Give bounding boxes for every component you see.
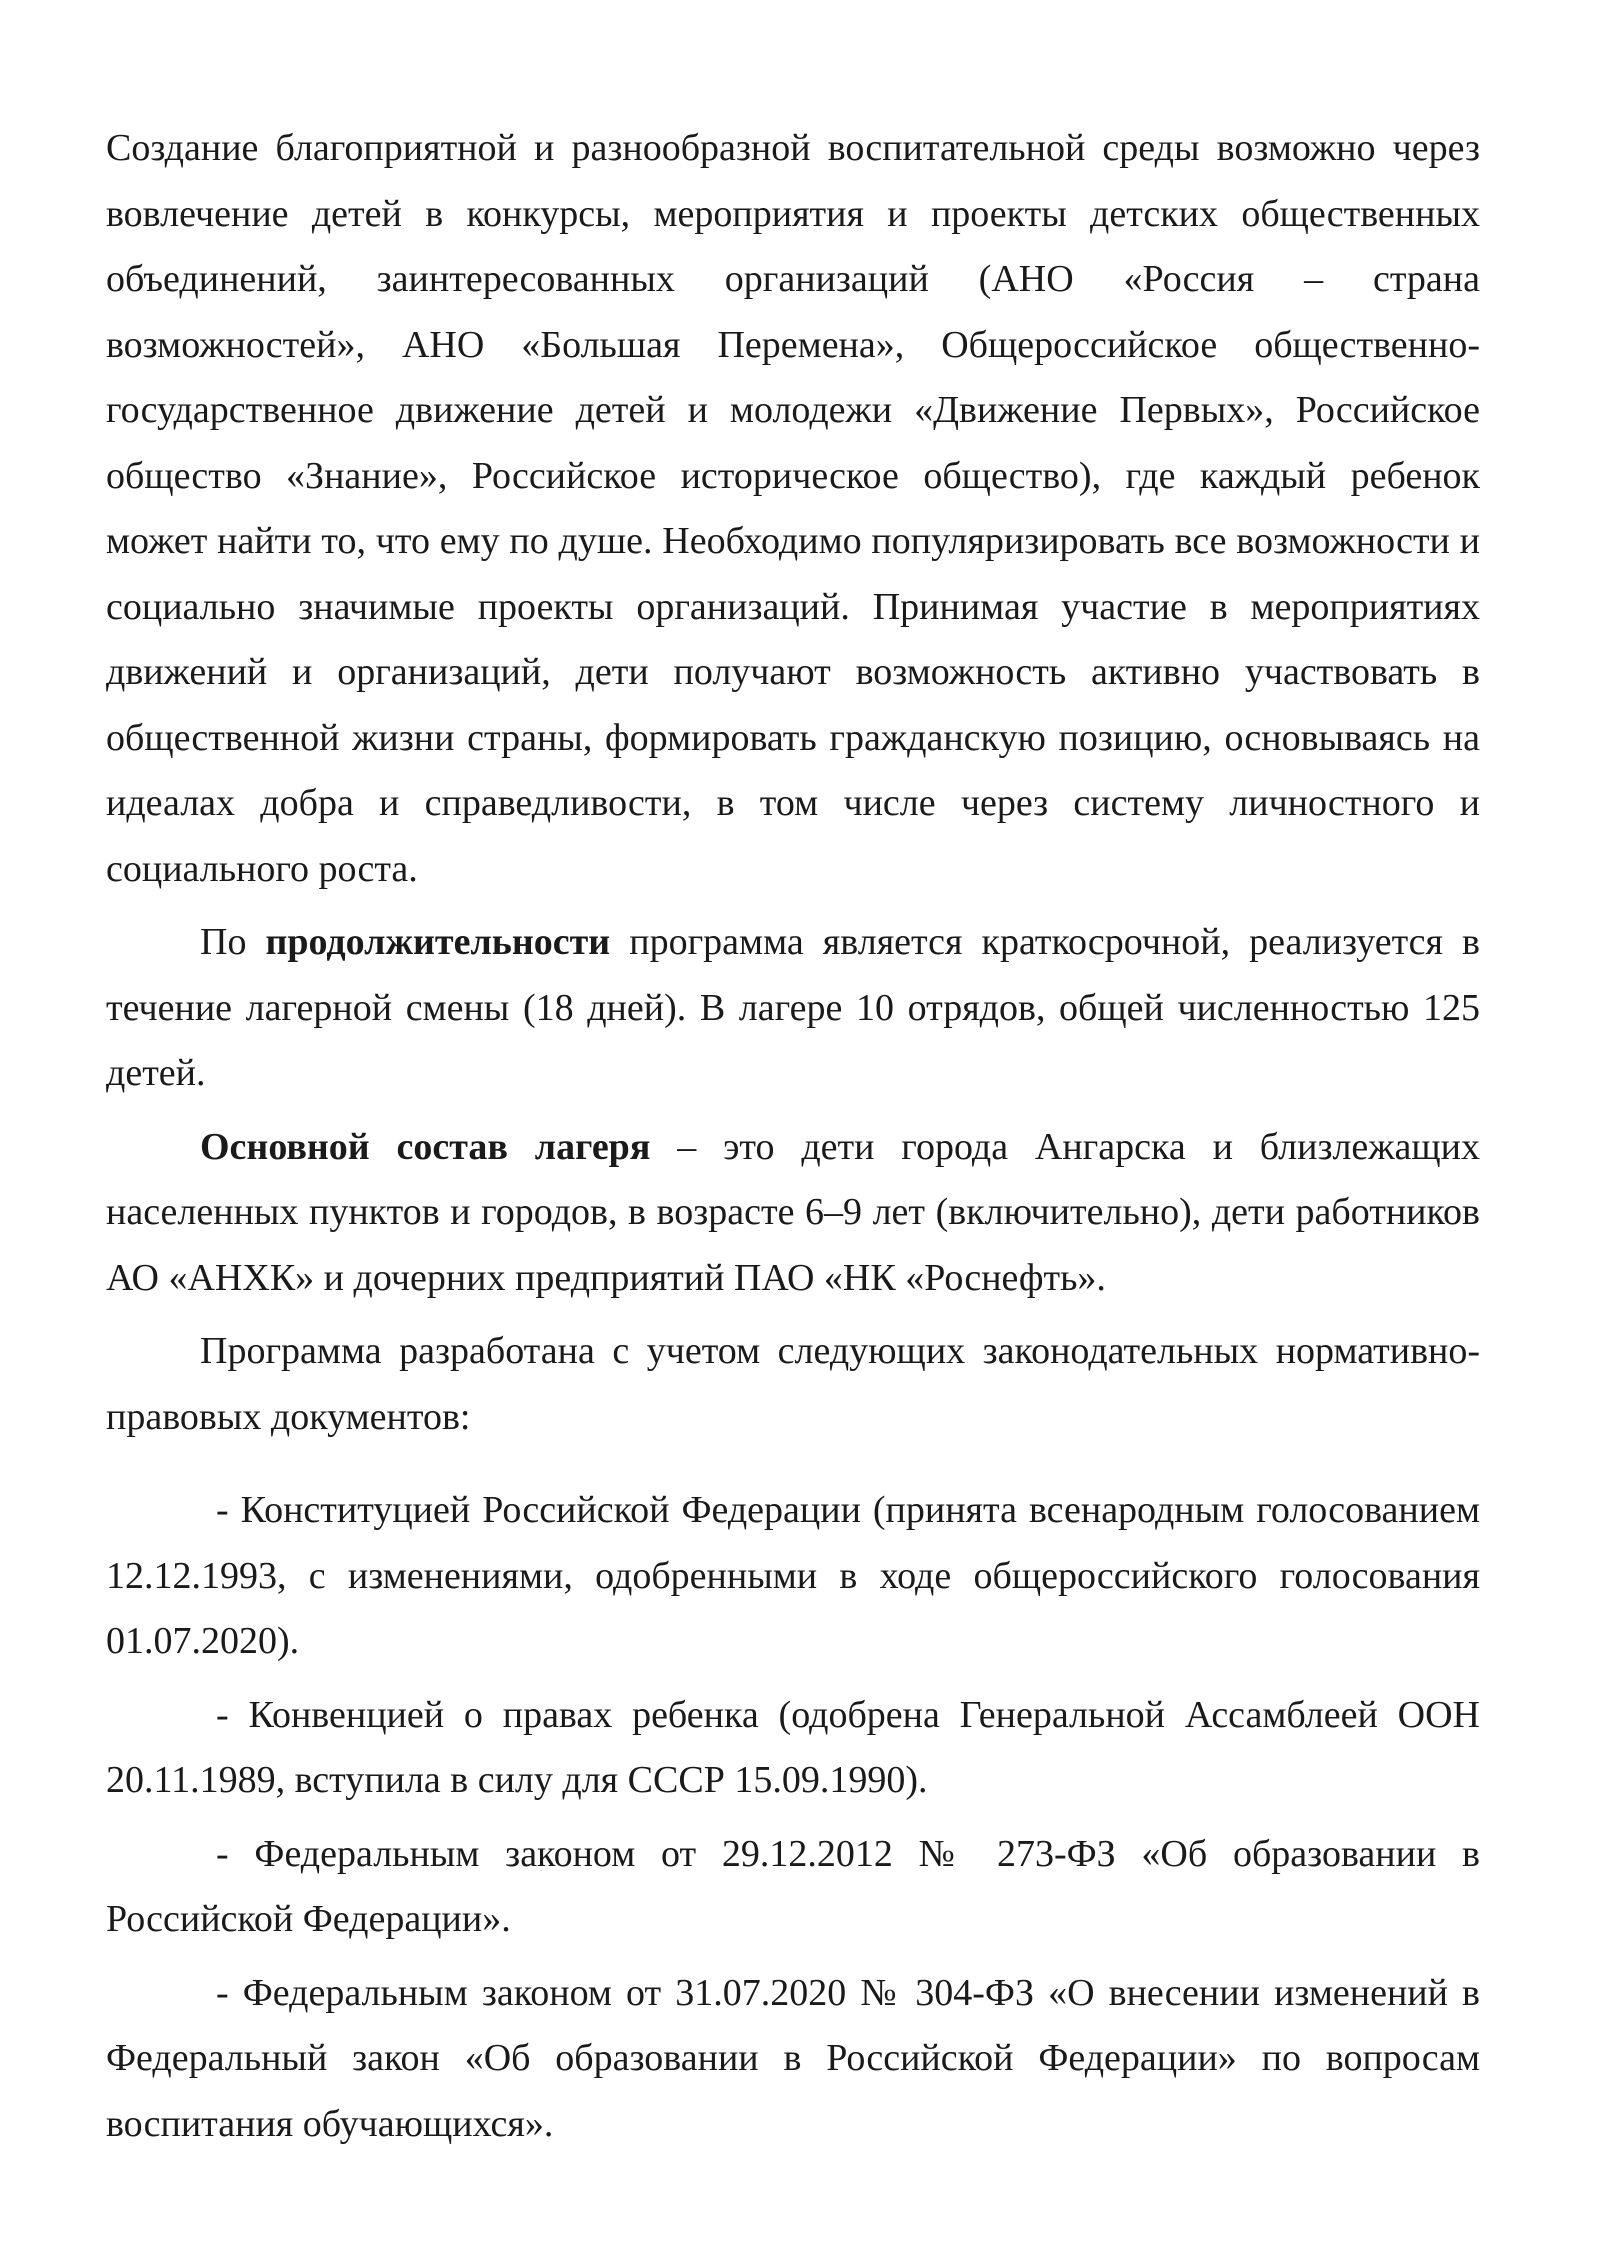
document-body: [106, 116, 1480, 2157]
duration-lead: По: [200, 921, 266, 963]
duration-rest: программа является краткосрочной, реализуется в течение лагерной смены (18 дней). В лагере 10 отрядов, общей численностью 125 детей.: [106, 921, 1480, 1094]
duration-paragraph: [106, 910, 1480, 1107]
program-paragraph: Программа разработана с учетом следующих законодательных нормативно-правовых документов:: [106, 1330, 1480, 1438]
composition-rest: – это дети города Ангарска и близлежащих населенных пунктов и городов, в возрасте 6–9 лет (включительно), дети работников АО «АНХК» и дочерних предприятий ПАО «НК «Роснефть».: [106, 1125, 1481, 1299]
legal-document-convention: - Конвенцией о правах ребенка (одобрена Генеральной Ассамблеей ООН 20.11.1989, вступила в силу для СССР 15.09.1990).: [106, 1693, 1480, 1801]
composition-paragraph: [106, 1115, 1480, 1312]
legal-document-law-273: - Федеральным законом от 29.12.2012 № 273-ФЗ «Об образовании в Российской Федерации».: [106, 1832, 1480, 1940]
legal-document-law-304: - Федеральным законом от 31.07.2020 № 304-ФЗ «О внесении изменений в Федеральный закон «Об образовании в Российской Федерации» по вопросам воспитания обучающихся».: [106, 1971, 1480, 2145]
composition-bold-term: Основной состав лагеря: [200, 1125, 651, 1168]
legal-document-constitution: - Конституцией Российской Федерации (принята всенародным голосованием 12.12.1993, с изменениями, одобренными в ходе общероссийского голосования 01.07.2020).: [106, 1489, 1480, 1662]
intro-paragraph: Создание благоприятной и разнообразной воспитательной среды возможно через вовлечение детей в конкурсы, мероприятия и проекты детских общественных объединений, заинтересованных организаций (АНО «Россия – страна возможностей», АНО «Большая Перемена», Общероссийское общественно-государственное движение детей и молодежи «Движение Первых», Российское общество «Знание», Российское историческое общество), где каждый ребенок может найти то, что ему по душе. Необходимо популяризировать все возможности и социально значимые проекты организаций. Принимая участие в мероприятиях движений и организаций, дети получают возможность активно участвовать в общественной жизни страны, формировать гражданскую позицию, основываясь на идеалах добра и справедливости, в том числе через систему личностного и социального роста.: [106, 127, 1480, 890]
duration-bold-term: продолжительности: [265, 921, 611, 963]
